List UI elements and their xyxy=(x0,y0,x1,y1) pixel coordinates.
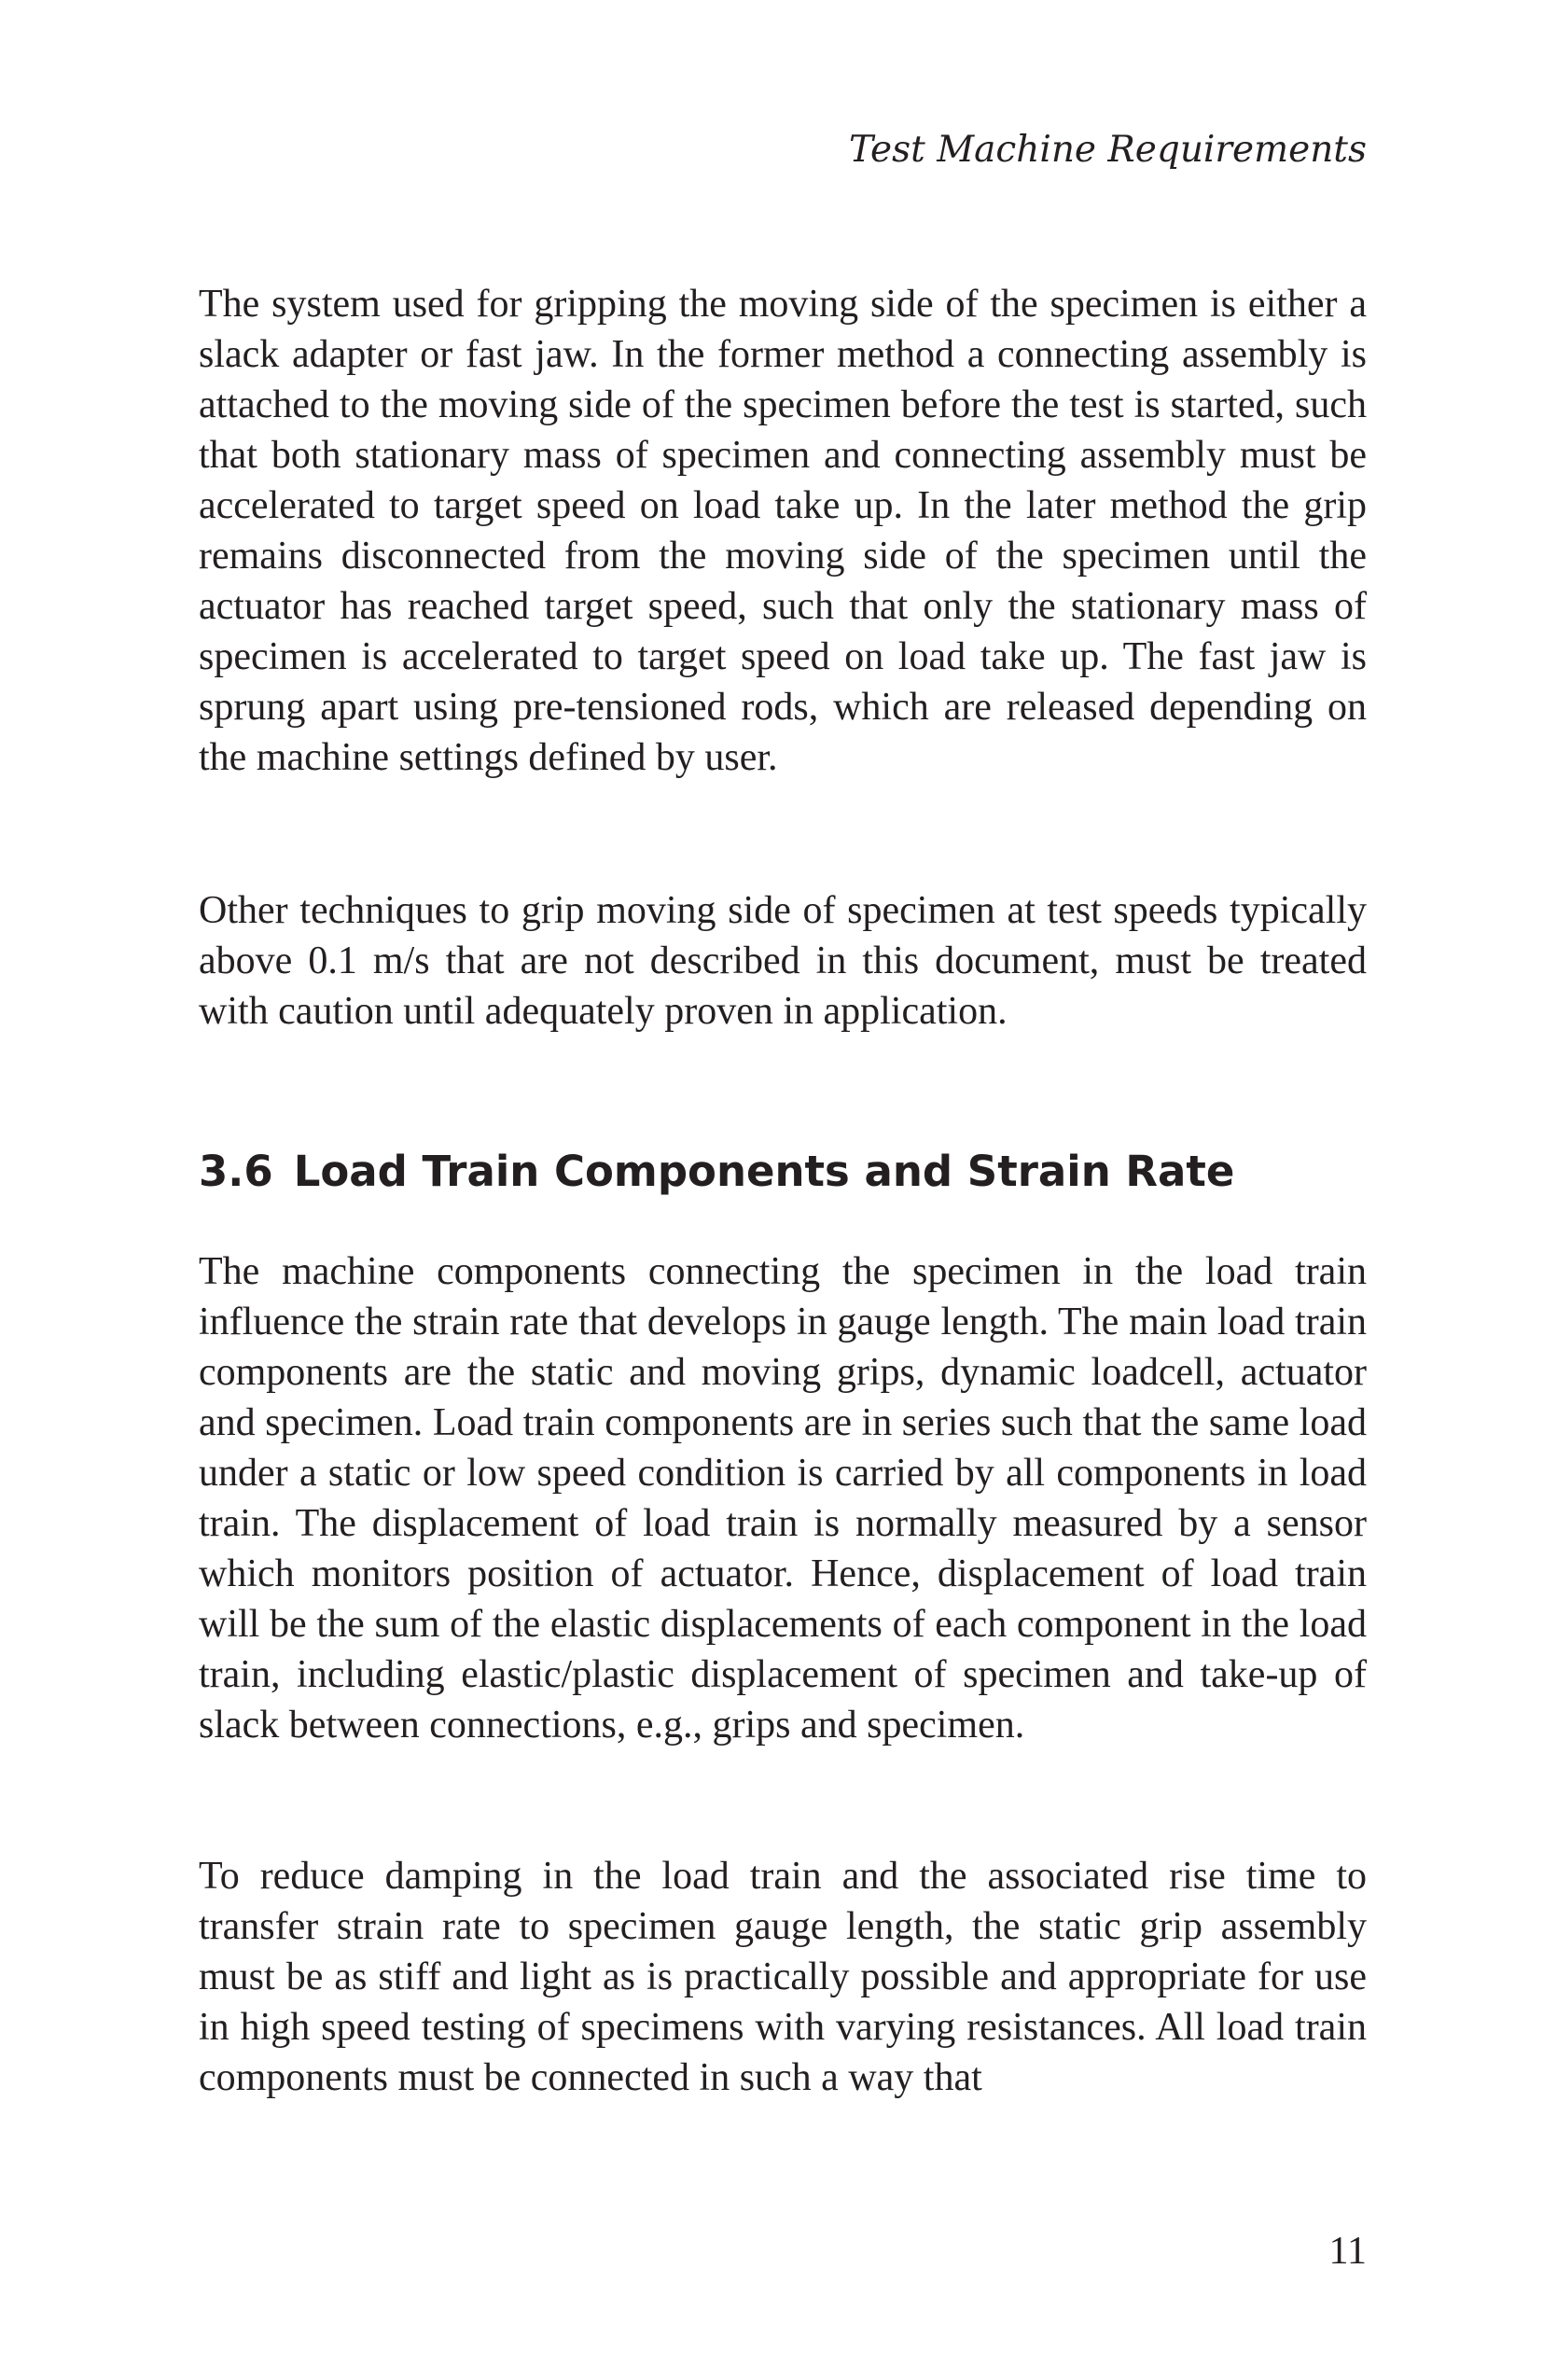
document-page xyxy=(199,0,1367,2380)
section-title: Load Train Components and Strain Rate xyxy=(293,1147,1235,1196)
paragraph-load-train-components: The machine components connecting the specimen in the load train influence the strain rate that develops in gauge length. The main load train components are the static and moving grips, dynamic loadcell, actuator and specimen. Load train components are in series such that the same load under a static or low speed condition is carried by all components in load train. The displacement of load train is normally measured by a sensor which monitors position of actuator. Hence, displacement of load train will be the sum of the elastic displacements of each component in the load train, including elastic/plastic displacement of specimen and take-up of slack between connections, e.g., grips and specimen. xyxy=(199,1250,1367,1747)
section-number: 3.6 xyxy=(199,1147,273,1196)
paragraph-grip-systems: The system used for gripping the moving side of the specimen is either a slack adapter or fast jaw. In the former method a connecting assembly is attached to the moving side of the specimen before the test is started, such that both stationary mass of specimen and connecting assembly must be accelerated to target speed on load take up. In the later method the grip remains disconnected from the moving side of the specimen until the actuator has reached target speed, such that only the stationary mass of specimen is accelerated to target speed on load take up. The fast jaw is sprung apart using pre-tensioned rods, which are released depending on the machine settings defined by user. xyxy=(199,283,1367,779)
page-number: 11 xyxy=(1328,2230,1367,2273)
section-heading xyxy=(199,1144,1234,1200)
running-header: Test Machine Requirements xyxy=(849,129,1367,171)
paragraph-other-techniques: Other techniques to grip moving side of specimen at test speeds typically above 0.1 m/s that are not described in this document, must be treated with caution until adequately proven in application. xyxy=(199,889,1367,1033)
paragraph-reduce-damping: To reduce damping in the load train and the associated rise time to transfer strain rate to specimen gauge length, the static grip assembly must be as stiff and light as is practically possible and appropriate for use in high speed testing of specimens with varying resistances. All load train components must be connected in such a way that xyxy=(199,1855,1367,2099)
